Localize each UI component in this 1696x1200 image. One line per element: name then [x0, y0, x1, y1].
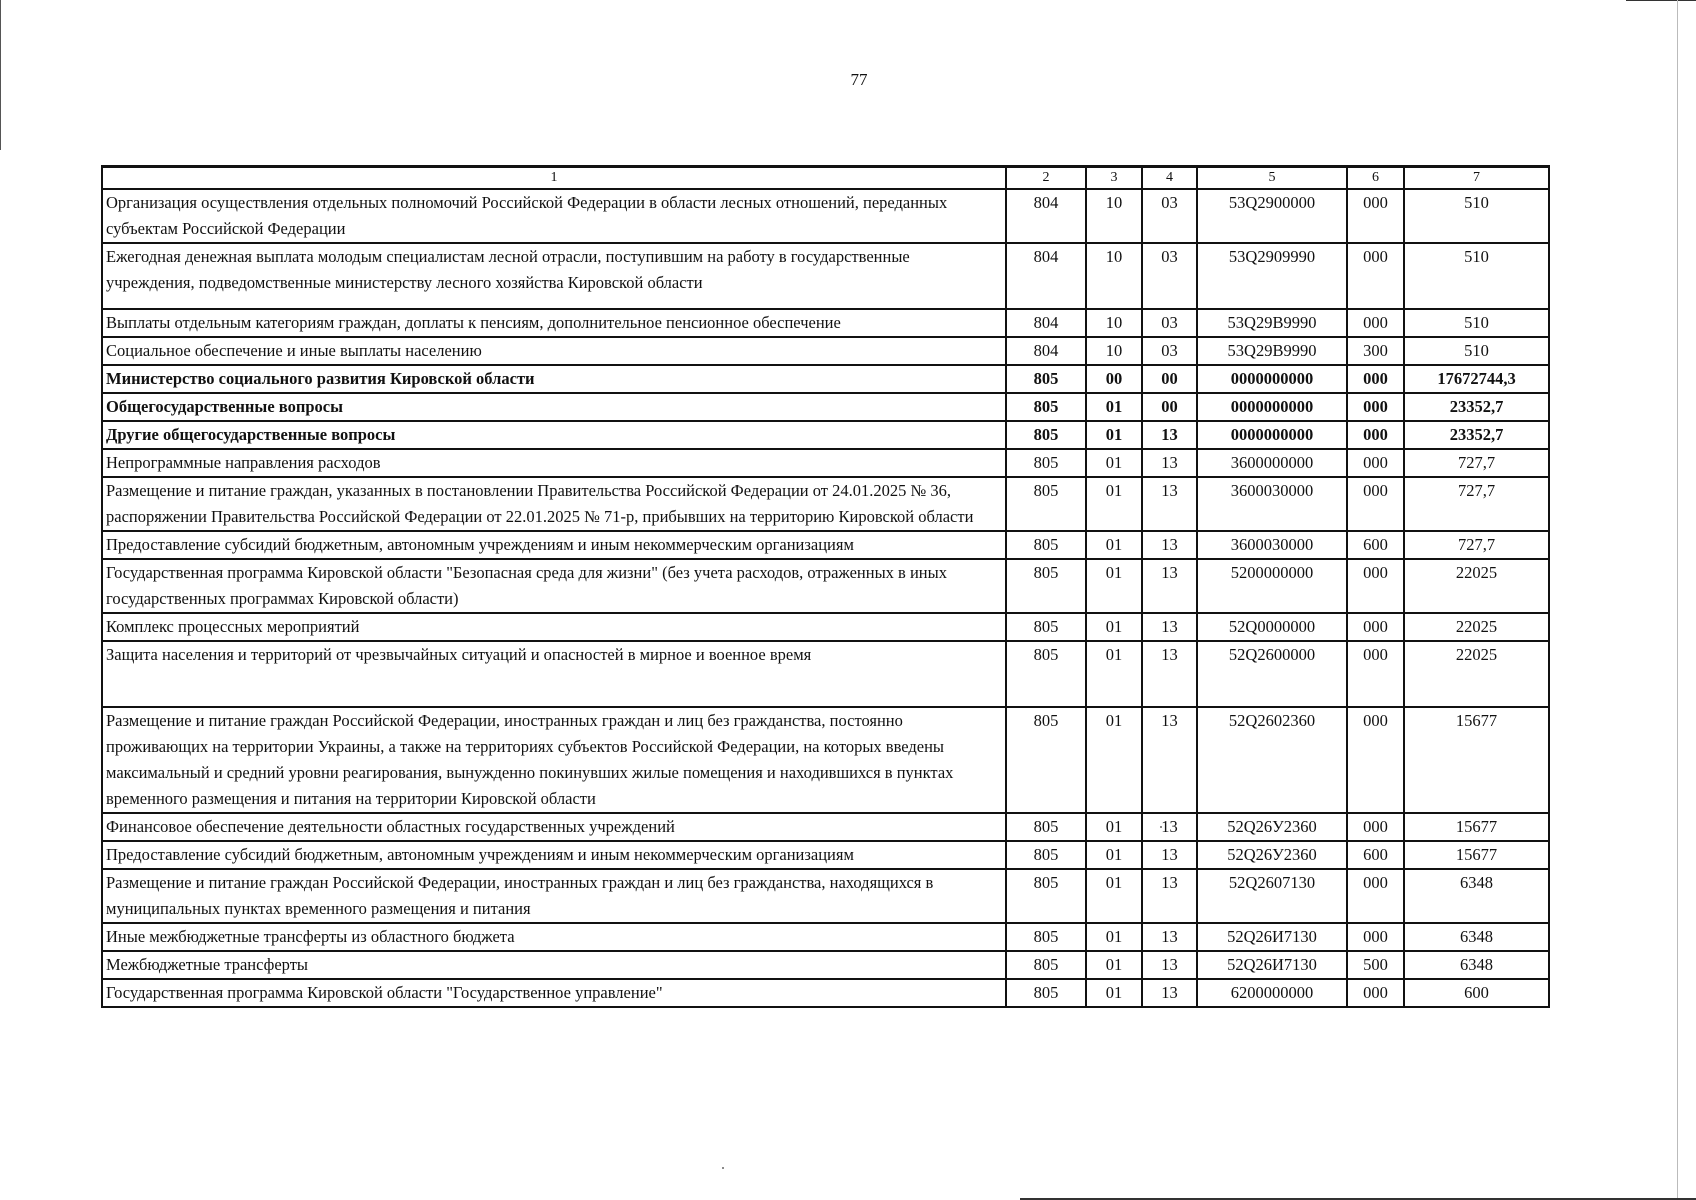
section-cell: 01 — [1086, 641, 1142, 707]
column-header: 1 — [102, 167, 1006, 190]
amount-cell: 510 — [1404, 337, 1549, 365]
table-row — [102, 813, 1549, 841]
table-row — [102, 189, 1549, 243]
target-article-cell: 3600000000 — [1197, 449, 1347, 477]
row-name-cell: Защита населения и территорий от чрезвычайных ситуаций и опасностей в мирное и военное время — [102, 641, 1006, 707]
row-name-cell: Социальное обеспечение и иные выплаты населению — [102, 337, 1006, 365]
section-cell: 10 — [1086, 243, 1142, 309]
expense-type-cell: 000 — [1347, 641, 1404, 707]
table-row — [102, 951, 1549, 979]
target-article-cell: 53Q2909990 — [1197, 243, 1347, 309]
expense-type-cell: 000 — [1347, 923, 1404, 951]
row-name-cell: Выплаты отдельным категориям граждан, доплаты к пенсиям, дополнительное пенсионное обеспечение — [102, 309, 1006, 337]
section-cell: 10 — [1086, 337, 1142, 365]
target-article-cell: 53Q2900000 — [1197, 189, 1347, 243]
code-cell: 804 — [1006, 189, 1086, 243]
amount-cell: 6348 — [1404, 869, 1549, 923]
target-article-cell: 52Q26У2360 — [1197, 813, 1347, 841]
section-cell: 01 — [1086, 421, 1142, 449]
expense-type-cell: 000 — [1347, 243, 1404, 309]
target-article-cell: 3600030000 — [1197, 477, 1347, 531]
expense-type-cell: 000 — [1347, 559, 1404, 613]
expense-type-cell: 000 — [1347, 979, 1404, 1007]
code-cell: 804 — [1006, 337, 1086, 365]
row-name-cell: Министерство социального развития Кировской области — [102, 365, 1006, 393]
section-cell: 01 — [1086, 559, 1142, 613]
subsection-cell: 13 — [1142, 813, 1197, 841]
expense-type-cell: 000 — [1347, 189, 1404, 243]
section-cell: 01 — [1086, 449, 1142, 477]
amount-cell: 23352,7 — [1404, 393, 1549, 421]
section-cell: 01 — [1086, 393, 1142, 421]
amount-cell: 22025 — [1404, 641, 1549, 707]
target-article-cell: 52Q2600000 — [1197, 641, 1347, 707]
section-cell: 01 — [1086, 979, 1142, 1007]
section-cell: 01 — [1086, 531, 1142, 559]
subsection-cell: 03 — [1142, 337, 1197, 365]
subsection-cell: 13 — [1142, 531, 1197, 559]
column-header: 6 — [1347, 167, 1404, 190]
section-cell: 01 — [1086, 813, 1142, 841]
expense-type-cell: 000 — [1347, 393, 1404, 421]
subsection-cell: 13 — [1142, 641, 1197, 707]
expense-type-cell: 000 — [1347, 613, 1404, 641]
row-name-cell: Иные межбюджетные трансферты из областного бюджета — [102, 923, 1006, 951]
code-cell: 805 — [1006, 613, 1086, 641]
subsection-cell: 13 — [1142, 477, 1197, 531]
table-row — [102, 393, 1549, 421]
code-cell: 805 — [1006, 979, 1086, 1007]
table-row — [102, 365, 1549, 393]
amount-cell: 510 — [1404, 243, 1549, 309]
amount-cell: 727,7 — [1404, 477, 1549, 531]
column-header: 2 — [1006, 167, 1086, 190]
target-article-cell: 53Q29B9990 — [1197, 337, 1347, 365]
code-cell: 805 — [1006, 707, 1086, 813]
subsection-cell: 00 — [1142, 393, 1197, 421]
subsection-cell: 03 — [1142, 243, 1197, 309]
subsection-cell: 13 — [1142, 923, 1197, 951]
table-row — [102, 613, 1549, 641]
column-header: 4 — [1142, 167, 1197, 190]
subsection-cell: 13 — [1142, 707, 1197, 813]
row-name-cell: Предоставление субсидий бюджетным, автономным учреждениям и иным некоммерческим организациям — [102, 841, 1006, 869]
table-row — [102, 309, 1549, 337]
row-name-cell: Ежегодная денежная выплата молодым специалистам лесной отрасли, поступившим на работу в государственные учреждения, подведомственные министерству лесного хозяйства Кировской области — [102, 243, 1006, 309]
column-header: 5 — [1197, 167, 1347, 190]
row-name-cell: Государственная программа Кировской области "Безопасная среда для жизни" (без учета расходов, отраженных в иных государственных программах Кировской области) — [102, 559, 1006, 613]
target-article-cell: 52Q26И7130 — [1197, 951, 1347, 979]
subsection-cell: 03 — [1142, 309, 1197, 337]
amount-cell: 15677 — [1404, 707, 1549, 813]
amount-cell: 15677 — [1404, 841, 1549, 869]
expense-type-cell: 600 — [1347, 841, 1404, 869]
budget-table — [101, 165, 1550, 1008]
amount-cell: 22025 — [1404, 613, 1549, 641]
code-cell: 804 — [1006, 309, 1086, 337]
table-row — [102, 923, 1549, 951]
row-name-cell: Размещение и питание граждан, указанных в постановлении Правительства Российской Федерации от 24.01.2025 № 36, распоряжении Правительства Российской Федерации от 22.01.2025 № 71-р, прибывших на территорию Кировской области — [102, 477, 1006, 531]
section-cell: 01 — [1086, 869, 1142, 923]
row-name-cell: Непрограммные направления расходов — [102, 449, 1006, 477]
code-cell: 805 — [1006, 951, 1086, 979]
row-name-cell: Государственная программа Кировской области "Государственное управление" — [102, 979, 1006, 1007]
target-article-cell: 52Q2607130 — [1197, 869, 1347, 923]
code-cell: 805 — [1006, 841, 1086, 869]
scan-edge-top — [1626, 0, 1696, 1]
table-row — [102, 707, 1549, 813]
section-cell: 01 — [1086, 613, 1142, 641]
table-row — [102, 641, 1549, 707]
table-row — [102, 841, 1549, 869]
section-cell: 10 — [1086, 189, 1142, 243]
code-cell: 805 — [1006, 531, 1086, 559]
subsection-cell: 13 — [1142, 841, 1197, 869]
subsection-cell: 00 — [1142, 365, 1197, 393]
table-row — [102, 449, 1549, 477]
expense-type-cell: 300 — [1347, 337, 1404, 365]
code-cell: 805 — [1006, 923, 1086, 951]
amount-cell: 23352,7 — [1404, 421, 1549, 449]
row-name-cell: Межбюджетные трансферты — [102, 951, 1006, 979]
amount-cell: 17672744,3 — [1404, 365, 1549, 393]
section-cell: 01 — [1086, 707, 1142, 813]
table-row — [102, 243, 1549, 309]
row-name-cell: Размещение и питание граждан Российской Федерации, иностранных граждан и лиц без гражданства, находящихся в муниципальных пунктах временного размещения и питания — [102, 869, 1006, 923]
code-cell: 805 — [1006, 869, 1086, 923]
target-article-cell: 52Q26У2360 — [1197, 841, 1347, 869]
target-article-cell: 0000000000 — [1197, 365, 1347, 393]
table-row — [102, 979, 1549, 1007]
expense-type-cell: 000 — [1347, 309, 1404, 337]
row-name-cell: Комплекс процессных мероприятий — [102, 613, 1006, 641]
target-article-cell: 53Q29B9990 — [1197, 309, 1347, 337]
target-article-cell: 0000000000 — [1197, 393, 1347, 421]
section-cell: 10 — [1086, 309, 1142, 337]
section-cell: 00 — [1086, 365, 1142, 393]
expense-type-cell: 500 — [1347, 951, 1404, 979]
code-cell: 805 — [1006, 365, 1086, 393]
table-body — [102, 189, 1549, 1007]
code-cell: 805 — [1006, 641, 1086, 707]
expense-type-cell: 000 — [1347, 477, 1404, 531]
column-header: 7 — [1404, 167, 1549, 190]
table-row — [102, 477, 1549, 531]
code-cell: 805 — [1006, 421, 1086, 449]
table-row — [102, 559, 1549, 613]
target-article-cell: 0000000000 — [1197, 421, 1347, 449]
amount-cell: 6348 — [1404, 951, 1549, 979]
subsection-cell: 13 — [1142, 613, 1197, 641]
expense-type-cell: 600 — [1347, 531, 1404, 559]
table-row — [102, 531, 1549, 559]
code-cell: 805 — [1006, 477, 1086, 531]
subsection-cell: 13 — [1142, 449, 1197, 477]
row-name-cell: Организация осуществления отдельных полномочий Российской Федерации в области лесных отношений, переданных субъектам Российской Федерации — [102, 189, 1006, 243]
code-cell: 805 — [1006, 393, 1086, 421]
amount-cell: 510 — [1404, 309, 1549, 337]
section-cell: 01 — [1086, 923, 1142, 951]
section-cell: 01 — [1086, 951, 1142, 979]
target-article-cell: 52Q26И7130 — [1197, 923, 1347, 951]
amount-cell: 15677 — [1404, 813, 1549, 841]
expense-type-cell: 000 — [1347, 813, 1404, 841]
subsection-cell: 13 — [1142, 979, 1197, 1007]
table-row — [102, 337, 1549, 365]
subsection-cell: 13 — [1142, 559, 1197, 613]
row-name-cell: Другие общегосударственные вопросы — [102, 421, 1006, 449]
code-cell: 805 — [1006, 559, 1086, 613]
amount-cell: 510 — [1404, 189, 1549, 243]
amount-cell: 727,7 — [1404, 449, 1549, 477]
amount-cell: 600 — [1404, 979, 1549, 1007]
row-name-cell: Финансовое обеспечение деятельности областных государственных учреждений — [102, 813, 1006, 841]
row-name-cell: Предоставление субсидий бюджетным, автономным учреждениям и иным некоммерческим организациям — [102, 531, 1006, 559]
target-article-cell: 5200000000 — [1197, 559, 1347, 613]
expense-type-cell: 000 — [1347, 421, 1404, 449]
code-cell: 804 — [1006, 243, 1086, 309]
section-cell: 01 — [1086, 477, 1142, 531]
target-article-cell: 3600030000 — [1197, 531, 1347, 559]
code-cell: 805 — [1006, 449, 1086, 477]
expense-type-cell: 000 — [1347, 707, 1404, 813]
target-article-cell: 52Q2602360 — [1197, 707, 1347, 813]
page-number: 77 — [850, 70, 868, 89]
expense-type-cell: 000 — [1347, 365, 1404, 393]
subsection-cell: 13 — [1142, 421, 1197, 449]
target-article-cell: 6200000000 — [1197, 979, 1347, 1007]
table-row — [102, 421, 1549, 449]
amount-cell: 6348 — [1404, 923, 1549, 951]
amount-cell: 22025 — [1404, 559, 1549, 613]
table-header-row — [102, 167, 1549, 190]
table-row — [102, 869, 1549, 923]
expense-type-cell: 000 — [1347, 869, 1404, 923]
subsection-cell: 13 — [1142, 869, 1197, 923]
amount-cell: 727,7 — [1404, 531, 1549, 559]
subsection-cell: 13 — [1142, 951, 1197, 979]
row-name-cell: Размещение и питание граждан Российской Федерации, иностранных граждан и лиц без гражданства, постоянно проживающих на территории Украины, а также на территориях субъектов Российской Федерации, на которых введены максимальный и средний уровни реагирования, вынужденно покинувших жилые помещения и находившихся в пунктах временного размещения и питания на территории Кировской области — [102, 707, 1006, 813]
subsection-cell: 03 — [1142, 189, 1197, 243]
scan-edge-right — [1677, 0, 1678, 1200]
target-article-cell: 52Q0000000 — [1197, 613, 1347, 641]
expense-type-cell: 000 — [1347, 449, 1404, 477]
section-cell: 01 — [1086, 841, 1142, 869]
row-name-cell: Общегосударственные вопросы — [102, 393, 1006, 421]
scan-speck — [722, 1167, 724, 1169]
column-header: 3 — [1086, 167, 1142, 190]
code-cell: 805 — [1006, 813, 1086, 841]
